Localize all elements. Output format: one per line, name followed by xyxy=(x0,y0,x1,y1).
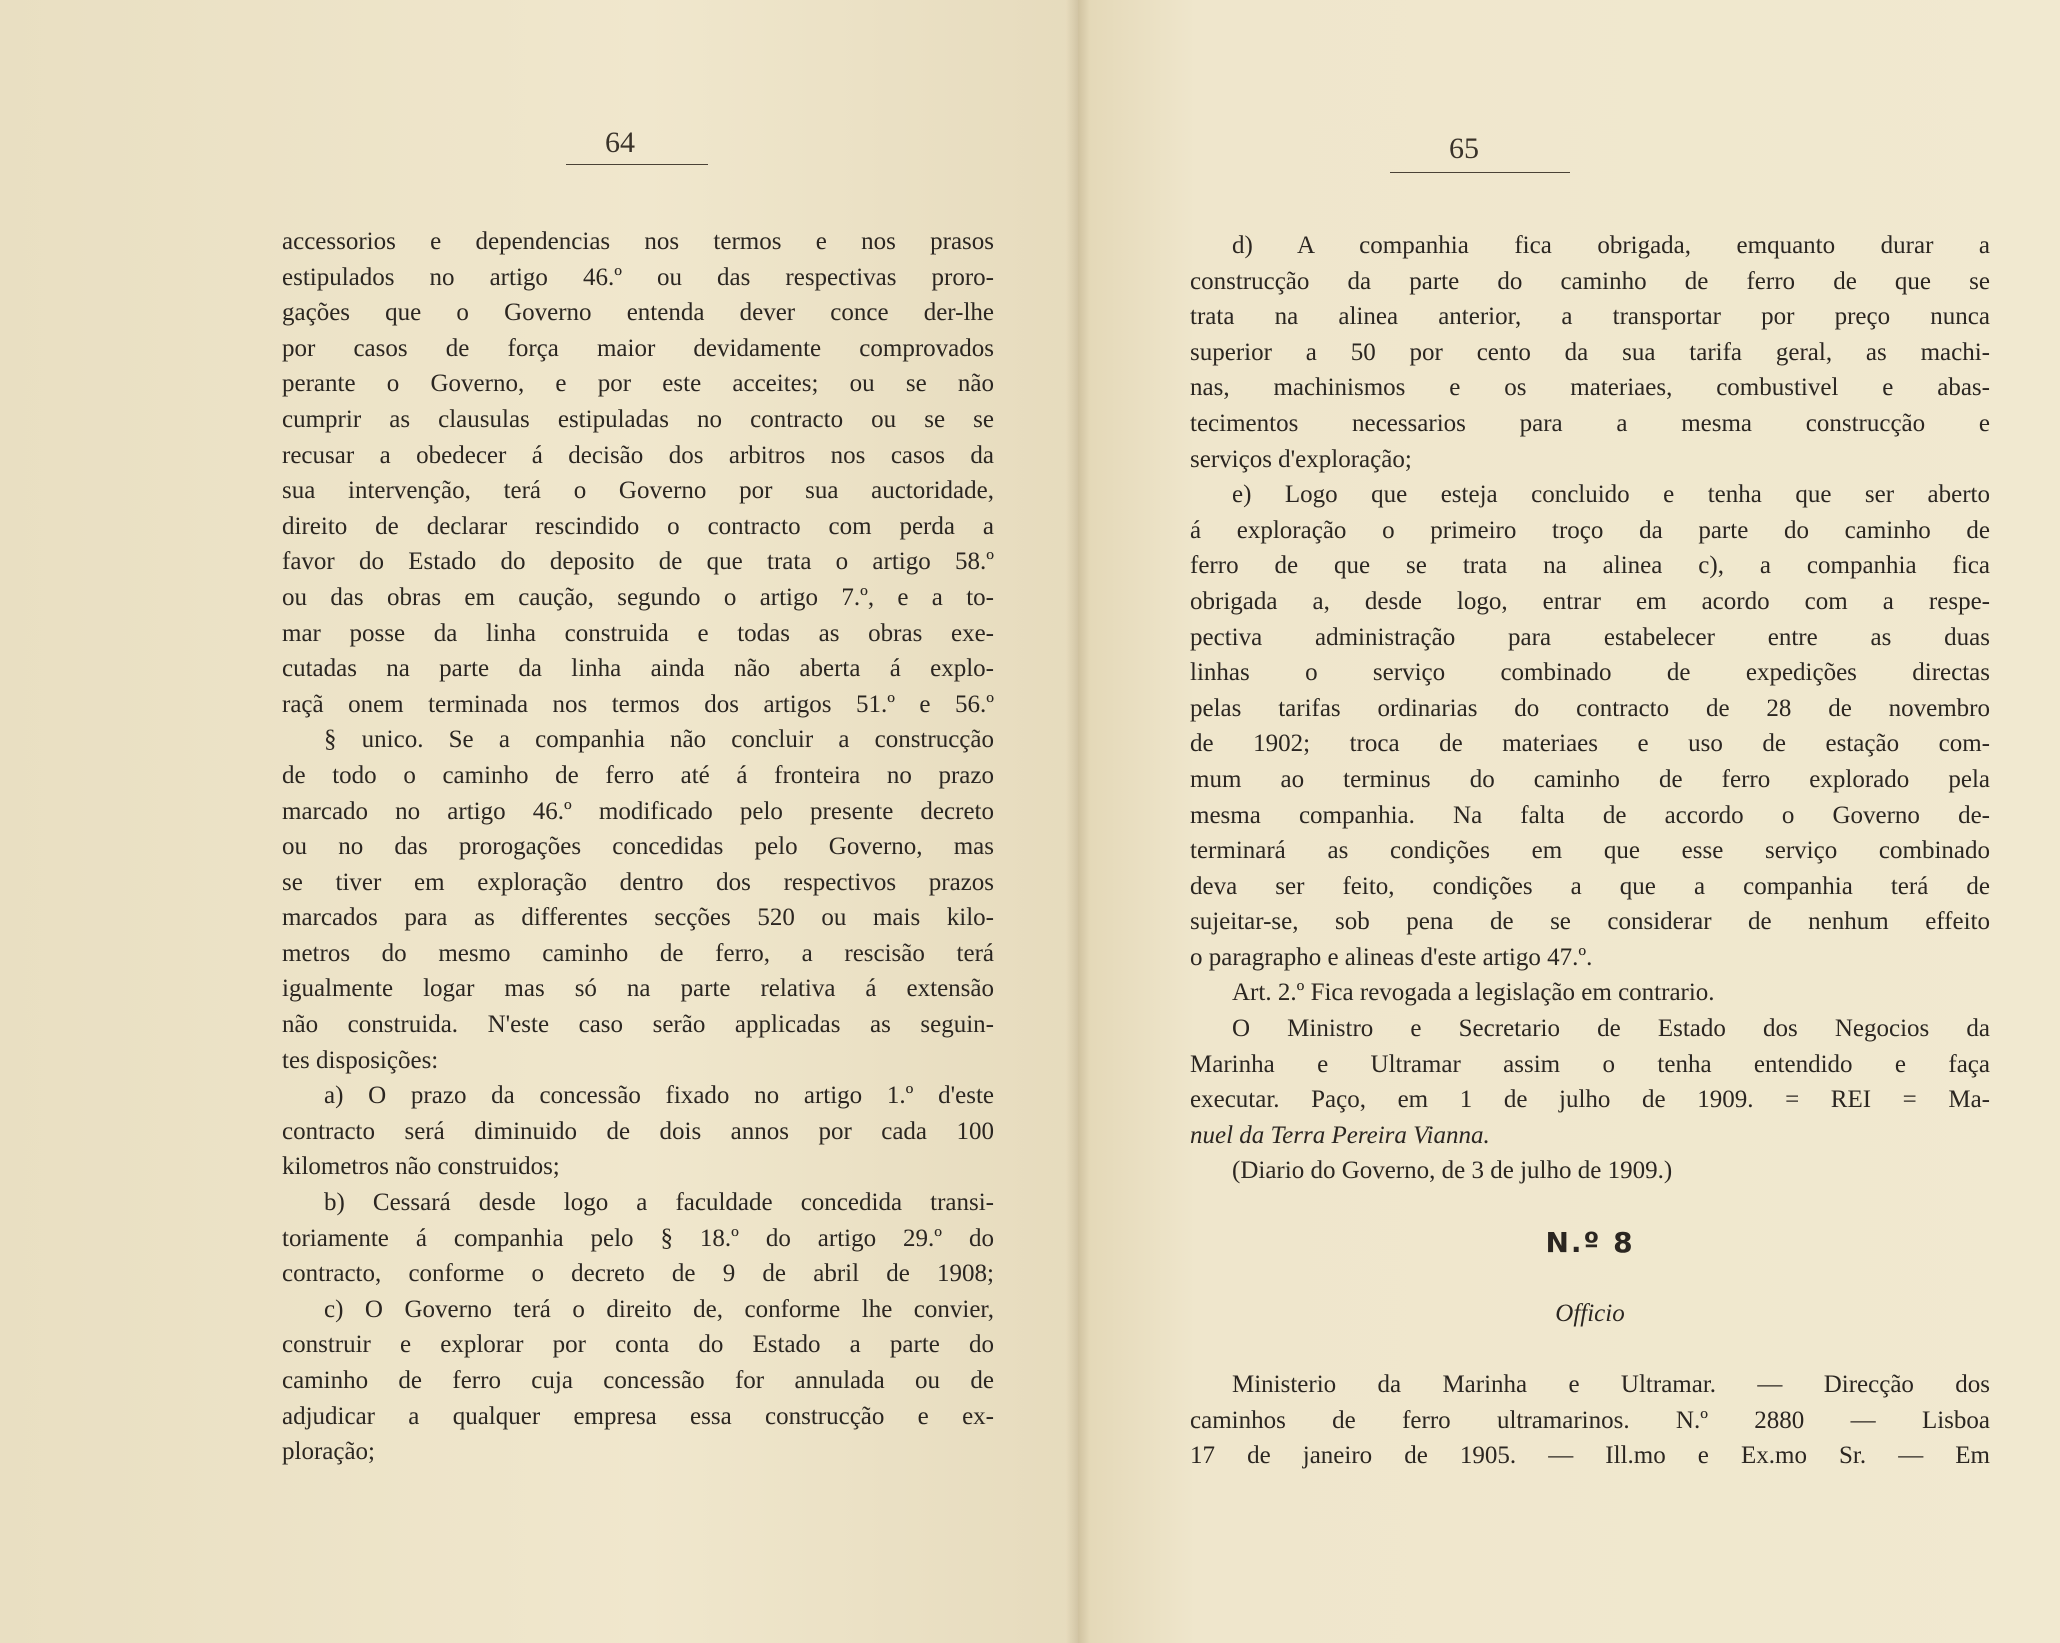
text-line: Art. 2.º Fica revogada a legislação em contrario. xyxy=(1232,979,1715,1007)
text-line: recusar a obedecer á decisão dos arbitros nos casos da xyxy=(282,441,994,469)
text-line: cutadas na parte da linha ainda não aberta á explo- xyxy=(282,655,994,683)
text-line: raçã onem terminada nos termos dos artigos 51.º e 56.º xyxy=(282,690,994,718)
text-line: Ministerio da Marinha e Ultramar. — Direcção dos xyxy=(1232,1371,1990,1398)
text-line: se tiver em exploração dentro dos respectivos prazos xyxy=(282,868,994,896)
text-line: tes disposições: xyxy=(282,1046,439,1074)
text-line: ploração; xyxy=(282,1438,376,1466)
text-line: trata na alinea anterior, a transportar por preço nunca xyxy=(1190,303,1990,331)
text-line: accessorios e dependencias nos termos e nos prasos xyxy=(282,228,994,255)
right-header-rule xyxy=(1390,172,1570,173)
text-line: á exploração o primeiro troço da parte do caminho de xyxy=(1190,516,1990,544)
section-title: Officio xyxy=(1555,1299,1625,1327)
text-line: de 1902; troca de materiaes e uso de estação com- xyxy=(1190,730,1990,758)
text-line: por casos de força maior devidamente comprovados xyxy=(282,334,994,362)
text-line: serviços d'exploração; xyxy=(1190,445,1412,473)
text-line: deva ser feito, condições a que a companhia terá de xyxy=(1190,872,1990,900)
spacer xyxy=(1190,1331,1990,1367)
text-line: adjudicar a qualquer empresa essa construcção e ex- xyxy=(282,1402,994,1430)
text-line: pelas tarifas ordinarias do contracto de 28 de novembro xyxy=(1190,694,1990,722)
spacer xyxy=(1190,1189,1990,1225)
text-line: não construida. N'este caso serão applicadas as seguin- xyxy=(282,1011,994,1039)
left-page-number: 64 xyxy=(605,126,635,159)
text-line: nas, machinismos e os materiaes, combustivel e abas- xyxy=(1190,374,1990,402)
text-line: (Diario do Governo, de 3 de julho de 1909.) xyxy=(1232,1157,1673,1185)
text-line: marcado no artigo 46.º modificado pelo presente decreto xyxy=(282,797,994,825)
text-line: sujeitar-se, sob pena de se considerar de nenhum effeito xyxy=(1190,908,1990,936)
text-line: mar posse da linha construida e todas as obras exe- xyxy=(282,619,994,647)
text-line: pectiva administração para estabelecer entre as duas xyxy=(1190,623,1990,651)
text-line: nuel da Terra Pereira Vianna. xyxy=(1190,1121,1490,1149)
text-line: sua intervenção, terá o Governo por sua auctoridade, xyxy=(282,477,994,505)
section-number: N.º 8 xyxy=(1545,1225,1635,1259)
text-line: executar. Paço, em 1 de julho de 1909. = REI = Ma- xyxy=(1190,1086,1990,1114)
text-line: construir e explorar por conta do Estado a parte do xyxy=(282,1331,994,1359)
text-line: a) O prazo da concessão fixado no artigo 1.º d'este xyxy=(324,1082,994,1110)
text-line: e) Logo que esteja concluido e tenha que ser aberto xyxy=(1232,481,1990,509)
text-line: caminhos de ferro ultramarinos. N.º 2880 — Lisboa xyxy=(1190,1406,1990,1434)
text-line: favor do Estado do deposito de que trata o artigo 58.º xyxy=(282,548,994,576)
text-line: Marinha e Ultramar assim o tenha entendido e faça xyxy=(1190,1050,1990,1078)
text-line: d) A companhia fica obrigada, emquanto durar a xyxy=(1232,232,1990,259)
right-page-number: 65 xyxy=(1449,132,1479,165)
text-line: de todo o caminho de ferro até á fronteira no prazo xyxy=(282,761,994,789)
text-line: b) Cessará desde logo a faculdade concedida transi- xyxy=(324,1189,994,1217)
text-line: § unico. Se a companhia não concluir a construcção xyxy=(324,726,994,754)
book-gutter xyxy=(1066,0,1090,1643)
text-line: 17 de janeiro de 1905. — Ill.mo e Ex.mo Sr. — Em xyxy=(1190,1442,1990,1470)
text-line: gações que o Governo entenda dever conce der-lhe xyxy=(282,299,994,327)
text-line: contracto, conforme o decreto de 9 de abril de 1908; xyxy=(282,1260,994,1288)
left-header-rule xyxy=(566,164,708,165)
text-line: c) O Governo terá o direito de, conforme lhe convier, xyxy=(324,1295,994,1323)
text-line: perante o Governo, e por este acceites; ou se não xyxy=(282,370,994,398)
text-line: estipulados no artigo 46.º ou das respectivas proro- xyxy=(282,263,994,291)
text-line: tecimentos necessarios para a mesma construcção e xyxy=(1190,409,1990,437)
text-line: O Ministro e Secretario de Estado dos Negocios da xyxy=(1232,1015,1990,1043)
text-line: construcção da parte do caminho de ferro de que se xyxy=(1190,267,1990,295)
text-line: mum ao terminus do caminho de ferro explorado pela xyxy=(1190,765,1990,793)
text-line: direito de declarar rescindido o contracto com perda a xyxy=(282,512,994,540)
text-line: mesma companhia. Na falta de accordo o Governo de- xyxy=(1190,801,1990,829)
text-line: igualmente logar mas só na parte relativa á extensão xyxy=(282,975,994,1003)
right-body-text xyxy=(1190,228,1990,1474)
text-line: toriamente á companhia pelo § 18.º do artigo 29.º do xyxy=(282,1224,994,1252)
text-line: ou no das prorogações concedidas pelo Governo, mas xyxy=(282,833,994,861)
text-line: o paragrapho e alineas d'este artigo 47.º. xyxy=(1190,943,1593,971)
text-line: metros do mesmo caminho de ferro, a rescisão terá xyxy=(282,939,994,967)
text-line: kilometros não construidos; xyxy=(282,1153,560,1181)
left-body-text xyxy=(282,224,994,1470)
text-line: terminará as condições em que esse serviço combinado xyxy=(1190,837,1990,865)
text-line: superior a 50 por cento da sua tarifa geral, as machi- xyxy=(1190,338,1990,366)
text-line: contracto será diminuido de dois annos por cada 100 xyxy=(282,1117,994,1145)
spacer xyxy=(1190,1260,1990,1296)
text-line: marcados para as differentes secções 520 ou mais kilo- xyxy=(282,904,994,932)
text-line: linhas o serviço combinado de expedições directas xyxy=(1190,659,1990,687)
text-line: ou das obras em caução, segundo o artigo 7.º, e a to- xyxy=(282,583,994,611)
text-line: cumprir as clausulas estipuladas no contracto ou se se xyxy=(282,405,994,433)
text-line: obrigada a, desde logo, entrar em acordo com a respe- xyxy=(1190,587,1990,615)
text-line: ferro de que se trata na alinea c), a companhia fica xyxy=(1190,552,1990,580)
right-page xyxy=(1078,0,2060,1643)
text-line: caminho de ferro cuja concessão for annulada ou de xyxy=(282,1367,994,1394)
